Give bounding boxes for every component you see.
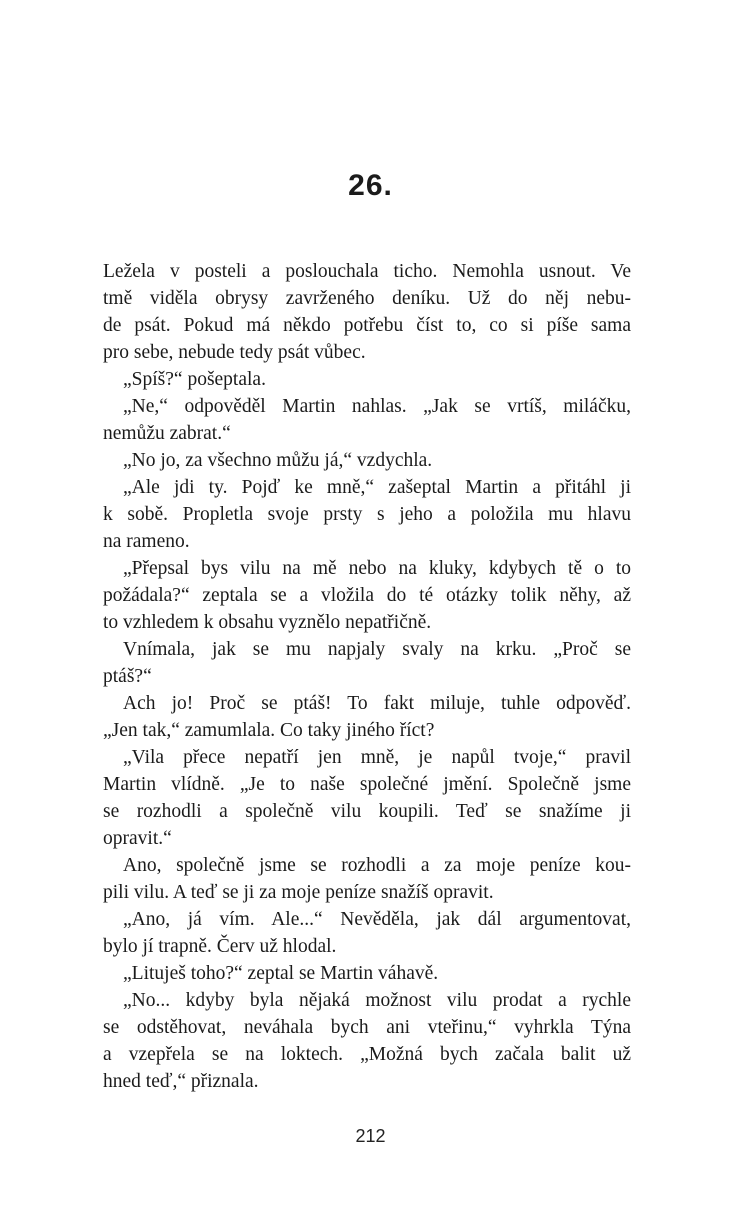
text-line: požádala?“ zeptala se a vložila do té otázky tolik něhy, až [103,585,631,606]
text-line: de psát. Pokud má někdo potřebu číst to, co si píše sama [103,315,631,336]
paragraph [103,636,631,690]
text-column [103,258,631,1095]
paragraph [103,474,631,555]
text-line: Vnímala, jak se mu napjaly svaly na krku. „Proč se [123,639,631,660]
text-line: Ano, společně jsme se rozhodli a za moje peníze kou- [123,855,631,876]
text-line: Martin vlídně. „Je to naše společné jmění. Společně jsme [103,774,631,795]
text-line: hned teď,“ přiznala. [103,1071,259,1092]
paragraph [103,960,631,987]
chapter-heading: 26. [348,169,393,202]
paragraph [103,744,631,852]
text-line: „No... kdyby byla nějaká možnost vilu prodat a rychle [123,990,631,1011]
text-line: „Jen tak,“ zamumlala. Co taky jiného říct? [103,720,435,741]
text-line: „Lituješ toho?“ zeptal se Martin váhavě. [123,963,439,984]
text-line: „Vila přece nepatří jen mně, je napůl tvoje,“ pravil [123,747,631,768]
text-line: k sobě. Propletla svoje prsty s jeho a položila mu hlavu [103,504,631,525]
text-line: pili vilu. A teď se ji za moje peníze snažíš opravit. [103,882,494,903]
text-line: a vzepřela se na loktech. „Možná bych začala balit už [103,1044,631,1065]
text-line: Ach jo! Proč se ptáš! To fakt miluje, tuhle odpověď. [123,693,631,714]
text-line: opravit.“ [103,828,172,849]
text-line: ptáš?“ [103,666,152,687]
paragraph [103,906,631,960]
text-line: to vzhledem k obsahu vyznělo nepatřičně. [103,612,432,633]
text-line: „Přepsal bys vilu na mě nebo na kluky, kdybych tě o to [123,558,631,579]
text-line: bylo jí trapně. Červ už hlodal. [103,936,337,957]
paragraph [103,447,631,474]
text-line: „No jo, za všechno můžu já,“ vzdychla. [123,450,433,471]
text-line: „Ale jdi ty. Pojď ke mně,“ zašeptal Martin a přitáhl ji [123,477,631,498]
paragraph [103,987,631,1095]
paragraph [103,258,631,366]
text-line: pro sebe, nebude tedy psát vůbec. [103,342,366,363]
text-line: nemůžu zabrat.“ [103,423,231,444]
text-line: tmě viděla obrysy zavrženého deníku. Už do něj nebu- [103,288,631,309]
paragraph [103,393,631,447]
text-line: na rameno. [103,531,190,552]
text-line: „Ne,“ odpověděl Martin nahlas. „Jak se vrtíš, miláčku, [123,396,631,417]
text-line: se odstěhovat, neváhala bych ani vteřinu,“ vyhrkla Týna [103,1017,631,1038]
text-line: „Ano, já vím. Ale...“ Nevěděla, jak dál argumentovat, [123,909,631,930]
paragraph [103,690,631,744]
text-line: Ležela v posteli a poslouchala ticho. Nemohla usnout. Ve [103,261,631,282]
paragraph [103,852,631,906]
paragraph [103,366,631,393]
text-line: se rozhodli a společně vilu koupili. Teď se snažíme ji [103,801,631,822]
text-line: „Spíš?“ pošeptala. [123,369,266,390]
page-number: 212 [355,1126,386,1146]
paragraph [103,555,631,636]
